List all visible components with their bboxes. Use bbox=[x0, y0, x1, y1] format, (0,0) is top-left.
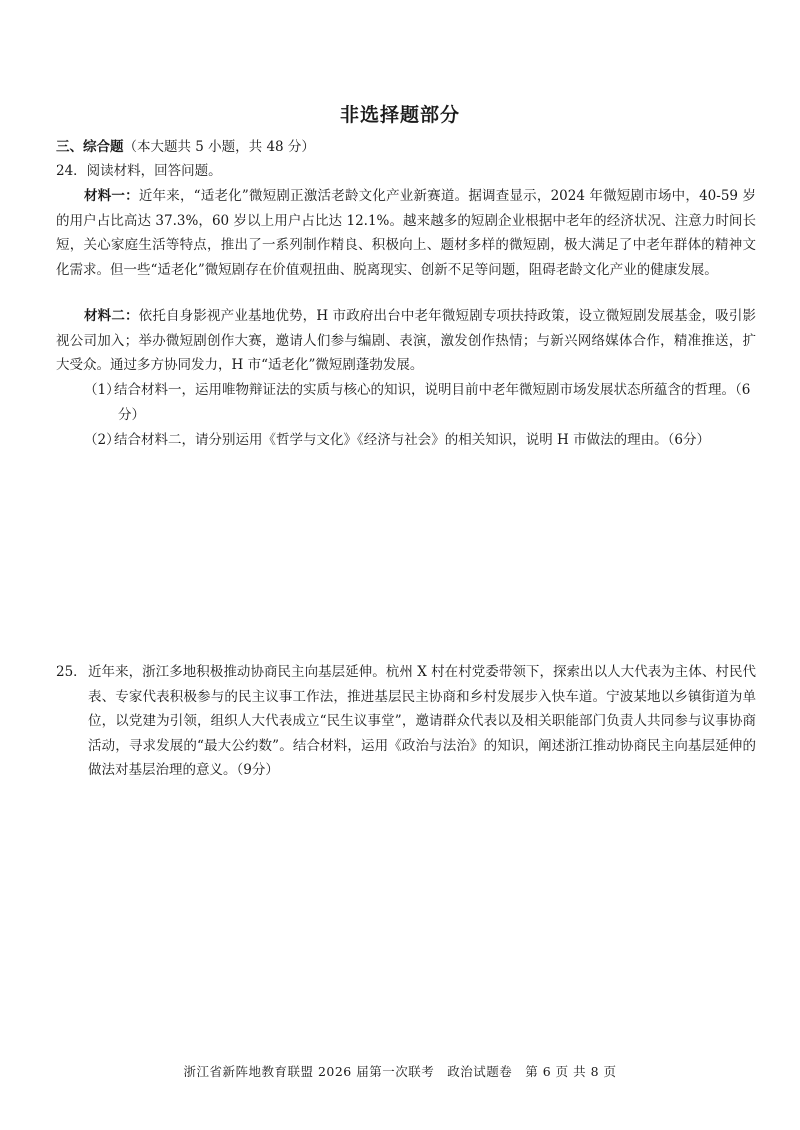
section-note: （本大题共 5 小题，共 48 分） bbox=[123, 139, 315, 155]
material-two-label: 材料二： bbox=[84, 308, 139, 324]
material-two-text: 依托自身影视产业基地优势，H 市政府出台中老年微短剧专项扶持政策，设立微短剧发展基金，吸引影视公司加入；举办微短剧创作大赛，邀请人们参与编剧、表演，激发创作热情；与新兴网络媒体合作，精准推送，扩大受众。通过多方协同发力，H 市“适老化”微短剧蓬勃发展。 bbox=[56, 308, 756, 373]
section-heading bbox=[56, 137, 315, 157]
material-one-text: 近年来，“适老化”微短剧正激活老龄文化产业新赛道。据调查显示，2024 年微短剧市场中，40-59 岁的用户占比高达 37.3%，60 岁以上用户占比达 12.1%。越来越多的短剧企业根据中老年的经济状况、注意力时间长短，关心家庭生活等特点，推出了一系列制作精良、积极向上、题材多样的微短剧，极大满足了中老年群体的精神文化需求。但一些“适老化”微短剧存在价值观扭曲、脱离现实、创新不足等问题，阻碍老龄文化产业的健康发展。 bbox=[56, 188, 757, 278]
page-footer: 浙江省新阵地教育联盟 2026 届第一次联考 政治试题卷 第 6 页 共 8 页 bbox=[183, 1064, 617, 1079]
sub-question-2-text: 结合材料二，请分别运用《哲学与文化》《经济与社会》的相关知识，说明 H 市做法的理由。（6分） bbox=[114, 432, 710, 448]
sub-question-2 bbox=[84, 428, 754, 453]
sub-question-2-number: （2） bbox=[84, 432, 120, 448]
material-one bbox=[56, 184, 756, 282]
material-one-label: 材料一： bbox=[84, 188, 139, 204]
question-25 bbox=[56, 660, 756, 783]
question-25-text: 近年来，浙江多地积极推动协商民主向基层延伸。杭州 X 村在村党委带领下，探索出以人大代表为主体、村民代表、专家代表积极参与的民主议事工作法，推进基层民主协商和乡村发展步入快车道。宁波某地以乡镇街道为单位，以党建为引领，组织人大代表成立“民生议事堂”，邀请群众代表以及相关职能部门负责人共同参与议事协商活动，寻求发展的“最大公约数”。结合材料，运用《政治与法治》的知识，阐述浙江推动协商民主向基层延伸的做法对基层治理的意义。（9分） bbox=[88, 664, 756, 778]
page-title: 非选择题部分 bbox=[339, 104, 460, 126]
question-24-heading: 24．阅读材料，回答问题。 bbox=[56, 163, 222, 179]
question-25-number: 25． bbox=[56, 664, 87, 680]
sub-question-1 bbox=[84, 378, 754, 427]
section-label: 三、综合题 bbox=[56, 139, 124, 155]
material-two bbox=[56, 304, 756, 378]
sub-question-1-text: 结合材料一，运用唯物辩证法的实质与核心的知识，说明目前中老年微短剧市场发展状态所蕴含的哲理。（6分） bbox=[114, 382, 751, 423]
sub-question-1-number: （1） bbox=[84, 382, 120, 398]
